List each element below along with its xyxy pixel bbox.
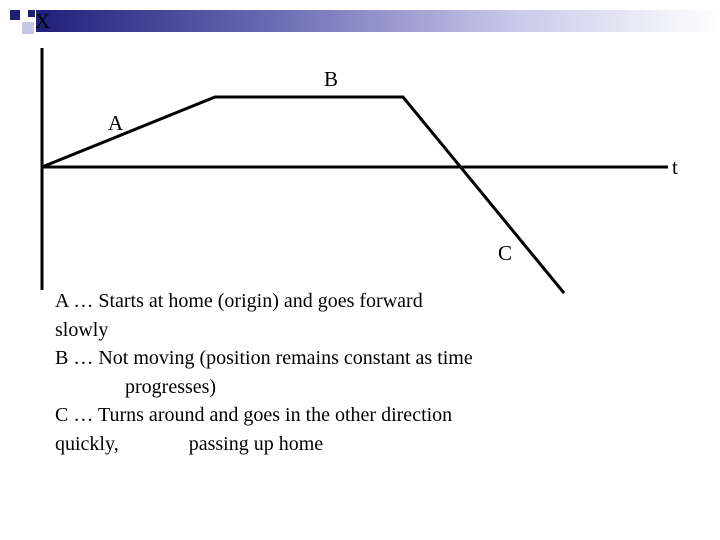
x-axis-label: t	[672, 155, 678, 179]
description-c-line: C … Turns around and goes in the other direction	[55, 404, 453, 426]
description-c-continuation	[55, 430, 615, 459]
description-a-line: A … Starts at home (origin) and goes forward	[55, 290, 423, 312]
description-a-continuation: slowly	[55, 318, 109, 341]
segment-c	[403, 97, 564, 293]
segment-descriptions	[55, 287, 615, 458]
segment-a	[42, 97, 215, 167]
y-axis-label: X	[35, 9, 51, 33]
segment-c-label: C	[498, 241, 513, 265]
segment-a-label: A	[108, 111, 124, 135]
segment-b-label: B	[324, 67, 339, 91]
description-b-continuation: progresses)	[125, 375, 217, 398]
description-c-passing: passing up home	[188, 432, 324, 455]
description-b-line: B … Not moving (position remains constant as time	[55, 347, 473, 369]
description-c-word-quickly: quickly,	[55, 432, 119, 455]
